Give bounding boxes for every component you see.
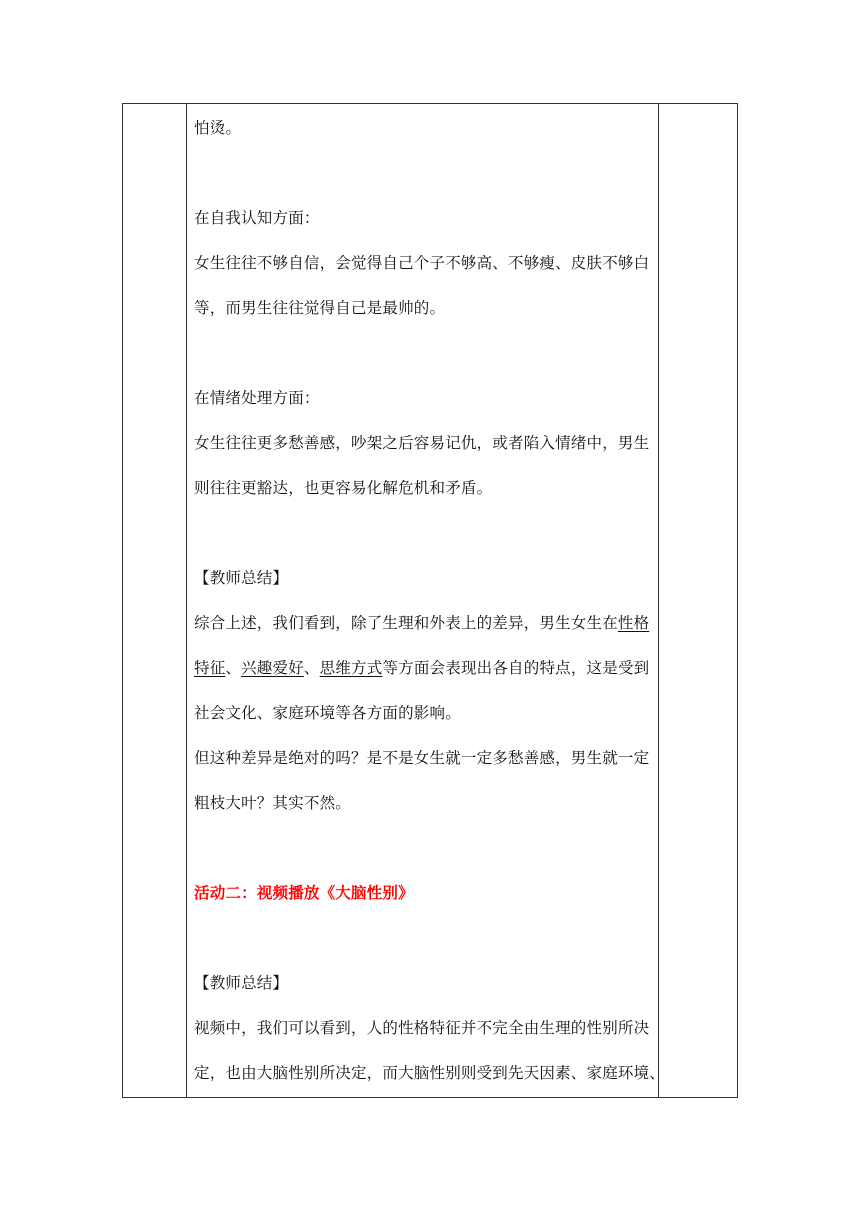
text-line: 视频中，我们可以看到，人的性格特征并不完全由生理的性别所决 <box>194 1019 650 1037</box>
text-span: 、 <box>225 659 242 677</box>
lesson-content-cell <box>194 0 666 1216</box>
table-column-divider-right <box>658 104 659 1097</box>
table-column-divider-left <box>186 104 187 1097</box>
text-line: 则往往更豁达，也更容易化解危机和矛盾。 <box>194 479 493 497</box>
text-line: 社会文化、家庭环境等各方面的影响。 <box>194 704 461 722</box>
text-line: 女生往往不够自信，会觉得自己个子不够高、不够瘦、皮肤不够白 <box>194 254 650 272</box>
text-line: 女生往往更多愁善感，吵架之后容易记仇，或者陷入情绪中，男生 <box>194 434 650 452</box>
activity-two-heading: 活动二：视频播放《大脑性别》 <box>194 884 414 902</box>
text-span: 综合上述，我们看到，除了生理和外表上的差异，男生女生在 <box>194 614 618 632</box>
text-line: 粗枝大叶？其实不然。 <box>194 794 352 812</box>
text-line: 怕烫。 <box>194 119 242 137</box>
section-heading-emotion-handling: 在情绪处理方面： <box>194 389 320 407</box>
underlined-term: 思维方式 <box>319 659 383 677</box>
text-line: 但这种差异是绝对的吗？是不是女生就一定多愁善感，男生就一定 <box>194 749 650 767</box>
underlined-term: 性格 <box>617 614 650 632</box>
text-line <box>194 658 649 678</box>
underlined-term: 兴趣爱好 <box>241 659 304 677</box>
teacher-summary-heading: 【教师总结】 <box>194 974 289 992</box>
text-span: 、 <box>303 659 320 677</box>
text-line <box>194 613 649 633</box>
teacher-summary-heading: 【教师总结】 <box>194 569 289 587</box>
underlined-term: 特征 <box>194 659 226 677</box>
text-line: 等，而男生往往觉得自己是最帅的。 <box>194 299 446 317</box>
text-span: 等方面会表现出各自的特点，这是受到 <box>382 659 650 677</box>
text-line: 定，也由大脑性别所决定，而大脑性别则受到先天因素、家庭环境、 <box>194 1064 666 1082</box>
section-heading-self-cognition: 在自我认知方面： <box>194 209 320 227</box>
